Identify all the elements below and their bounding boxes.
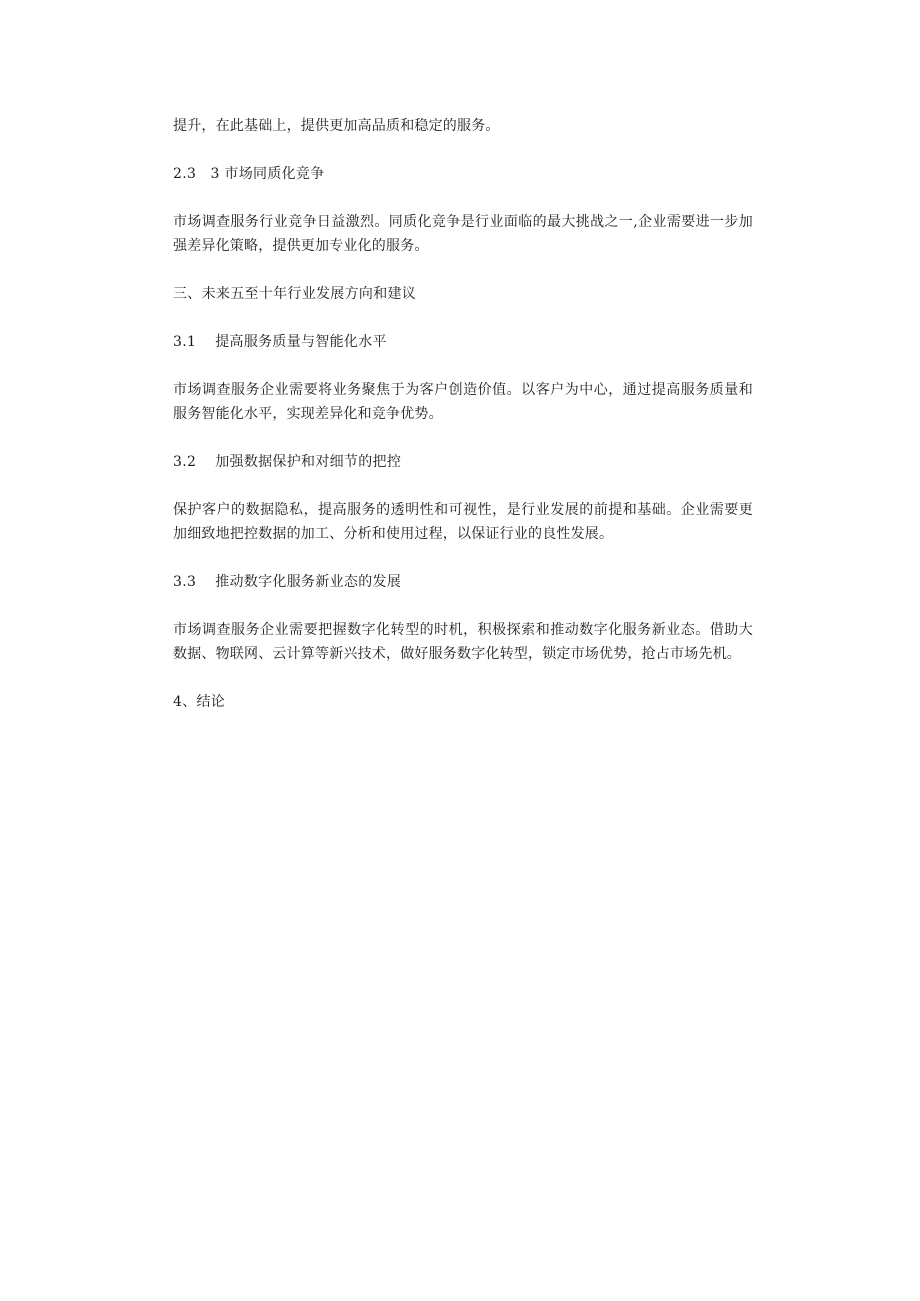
paragraph-continuation: 提升，在此基础上，提供更加高品质和稳定的服务。 bbox=[173, 118, 500, 134]
spacer bbox=[173, 666, 753, 690]
section-3-1-heading: 3.1 提高服务质量与智能化水平 bbox=[173, 334, 387, 350]
section-3-heading: 三、未来五至十年行业发展方向和建议 bbox=[173, 286, 417, 302]
paragraph-homogeneous-competition: 市场调查服务行业竞争日益激烈。同质化竞争是行业面临的最大挑战之一,企业需要进一步加强差异化策略，提供更加专业化的服务。 bbox=[173, 214, 753, 254]
spacer bbox=[173, 186, 753, 210]
spacer bbox=[173, 474, 753, 498]
spacer bbox=[173, 306, 753, 330]
section-2-3-3-heading: 2.3 3 市场同质化竞争 bbox=[173, 166, 325, 182]
paragraph-data-protection: 保护客户的数据隐私，提高服务的透明性和可视性，是行业发展的前提和基础。企业需要更加细致地把控数据的加工、分析和使用过程，以保证行业的良性发展。 bbox=[173, 502, 753, 542]
section-4-heading: 4、结论 bbox=[173, 694, 226, 710]
spacer bbox=[173, 426, 753, 450]
document-body bbox=[173, 114, 753, 714]
spacer bbox=[173, 258, 753, 282]
paragraph-service-quality: 市场调查服务企业需要将业务聚焦于为客户创造价值。以客户为中心，通过提高服务质量和服务智能化水平，实现差异化和竞争优势。 bbox=[173, 382, 753, 422]
section-3-3-heading: 3.3 推动数字化服务新业态的发展 bbox=[173, 574, 402, 590]
spacer bbox=[173, 546, 753, 570]
spacer bbox=[173, 594, 753, 618]
paragraph-digital-services: 市场调查服务企业需要把握数字化转型的时机，积极探索和推动数字化服务新业态。借助大数据、物联网、云计算等新兴技术，做好服务数字化转型，锁定市场优势，抢占市场先机。 bbox=[173, 622, 753, 662]
spacer bbox=[173, 354, 753, 378]
section-3-2-heading: 3.2 加强数据保护和对细节的把控 bbox=[173, 454, 402, 470]
spacer bbox=[173, 138, 753, 162]
